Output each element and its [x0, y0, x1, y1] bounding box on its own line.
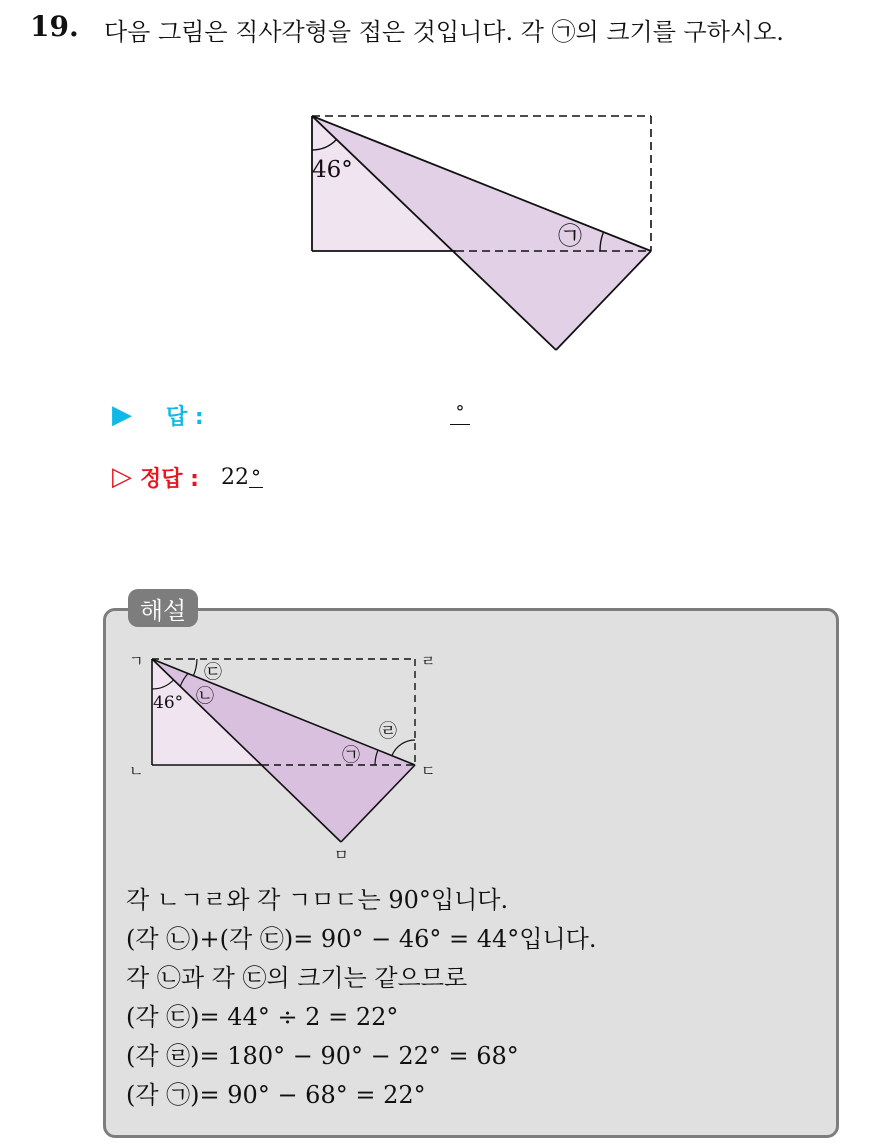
correct-answer-label: 정답 : [140, 466, 199, 492]
vertex-g: ㄱ [129, 652, 144, 670]
question-number: 19. [30, 10, 79, 43]
vertex-n: ㄴ [129, 762, 144, 780]
correct-answer-unit: ° [250, 464, 261, 489]
exp-mark-g: ㉠ [342, 745, 360, 766]
exp-arc-d [194, 659, 198, 676]
correct-answer-value: 22 [220, 464, 249, 490]
answer-input[interactable]: ° [450, 402, 470, 425]
explanation-tag: 해설 [128, 589, 198, 627]
angle-mark-target: ㉠ [558, 222, 582, 250]
exp-mark-n: ㉡ [196, 686, 214, 707]
vertex-r: ㄹ [421, 652, 436, 670]
angle-label-46: 46° [312, 157, 353, 183]
vertex-m: ㅁ [334, 846, 349, 864]
explanation-line: (각 ㉠)= 90° − 68° = 22° [126, 1081, 426, 1109]
exp-mark-r: ㉣ [379, 721, 397, 742]
exp-mark-d: ㉢ [204, 662, 222, 683]
explanation-line: (각 ㉡)+(각 ㉢)= 90° − 46° = 44°입니다. [126, 925, 597, 953]
exp-angle-label-46: 46° [153, 693, 184, 713]
explanation-line: (각 ㉢)= 44° ÷ 2 = 22° [126, 1003, 399, 1031]
explanation-line: 각 ㄴㄱㄹ와 각 ㄱㅁㄷ는 90°입니다. [126, 886, 509, 914]
explanation-line: (각 ㉣)= 180° − 90° − 22° = 68° [126, 1042, 519, 1070]
play-arrow-icon: ▶ [112, 400, 132, 430]
explanation-line: 각 ㉡과 각 ㉢의 크기는 같으므로 [126, 964, 468, 992]
exp-arc-r [392, 740, 415, 756]
outline-arrow-icon: ▷ [112, 462, 132, 492]
vertex-d: ㄷ [421, 762, 436, 780]
answer-label: 답 : [166, 404, 204, 430]
question-text: 다음 그림은 직사각형을 접은 것입니다. 각 ㉠의 크기를 구하시오. [104, 18, 784, 46]
